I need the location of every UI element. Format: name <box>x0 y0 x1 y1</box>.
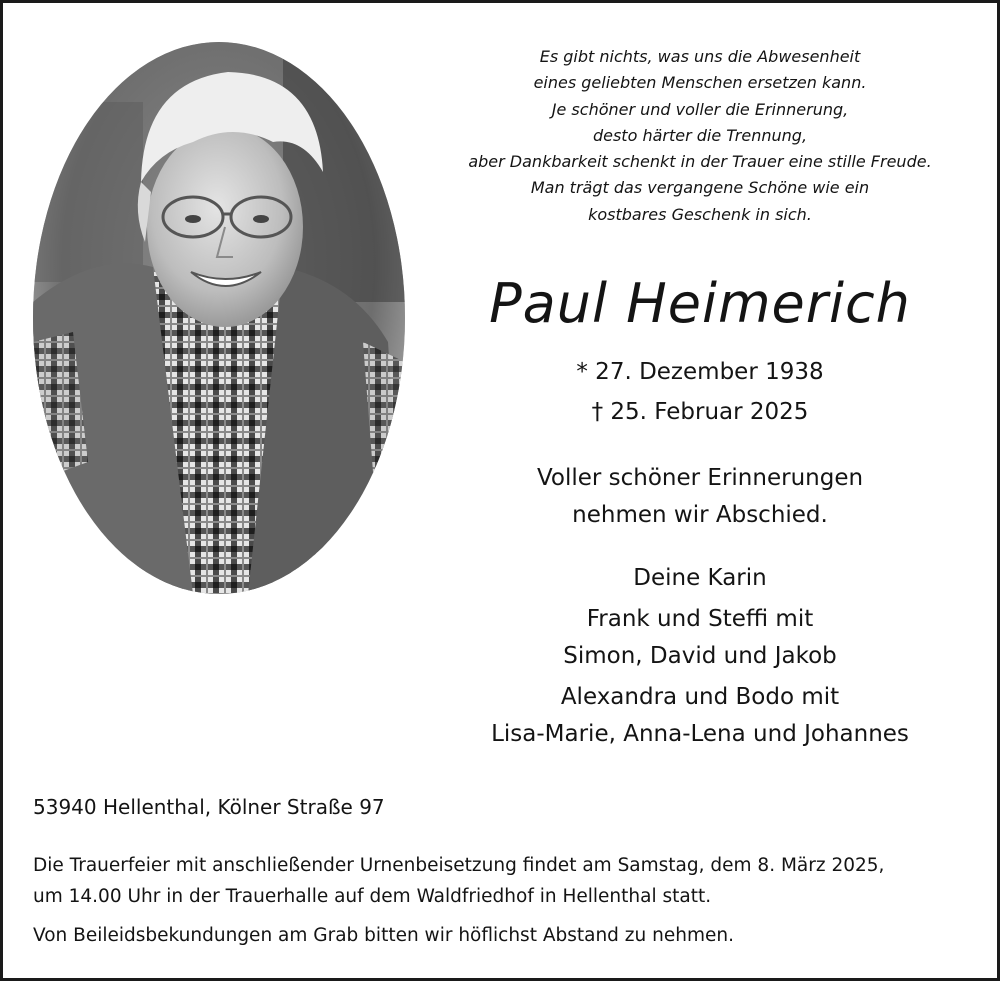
funeral-service-info <box>33 850 884 912</box>
farewell-text <box>420 460 980 534</box>
quote-line: Man trägt das vergangene Schöne wie ein <box>530 178 870 198</box>
farewell-line: nehmen wir Abschied. <box>572 502 828 528</box>
mourner-line: Simon, David und Jakob <box>563 643 837 669</box>
condolence-note: Von Beileidsbekundungen am Grab bitten wir höflichst Abstand zu nehmen. <box>33 925 734 946</box>
quote-line: aber Dankbarkeit schenkt in der Trauer eine stille Freude. <box>468 152 932 172</box>
birth-date: * 27. Dezember 1938 <box>576 359 824 385</box>
portrait-illustration <box>33 42 405 594</box>
mourner-line: Deine Karin <box>633 565 767 591</box>
mourner-line: Alexandra und Bodo mit <box>560 684 840 710</box>
death-date: † 25. Februar 2025 <box>591 399 809 425</box>
quote-line: Es gibt nichts, was uns die Abwesenheit <box>539 47 861 66</box>
quote-line: desto härter die Trennung, <box>592 125 808 145</box>
service-line: Die Trauerfeier mit anschließender Urnenbeisetzung findet am Samstag, dem 8. März 2025, <box>33 855 885 876</box>
farewell-line: Voller schöner Erinnerungen <box>536 465 864 491</box>
family-address: 53940 Hellenthal, Kölner Straße 97 <box>33 795 385 819</box>
mourner-line: Frank und Steffi mit <box>586 606 814 632</box>
portrait-photo <box>33 42 405 594</box>
quote-line: eines geliebten Menschen ersetzen kann. <box>533 73 867 93</box>
service-line: um 14.00 Uhr in der Trauerhalle auf dem Waldfriedhof in Hellenthal statt. <box>33 886 712 907</box>
deceased-name: Paul Heimerich <box>489 272 911 335</box>
mourner-line: Lisa-Marie, Anna-Lena und Johannes <box>491 721 909 747</box>
quote-line: kostbares Geschenk in sich. <box>588 204 812 224</box>
mourners-list <box>420 560 980 753</box>
quote-line: Je schöner und voller die Erinnerung, <box>551 99 849 119</box>
memorial-quote <box>420 44 980 228</box>
life-dates <box>420 352 980 432</box>
